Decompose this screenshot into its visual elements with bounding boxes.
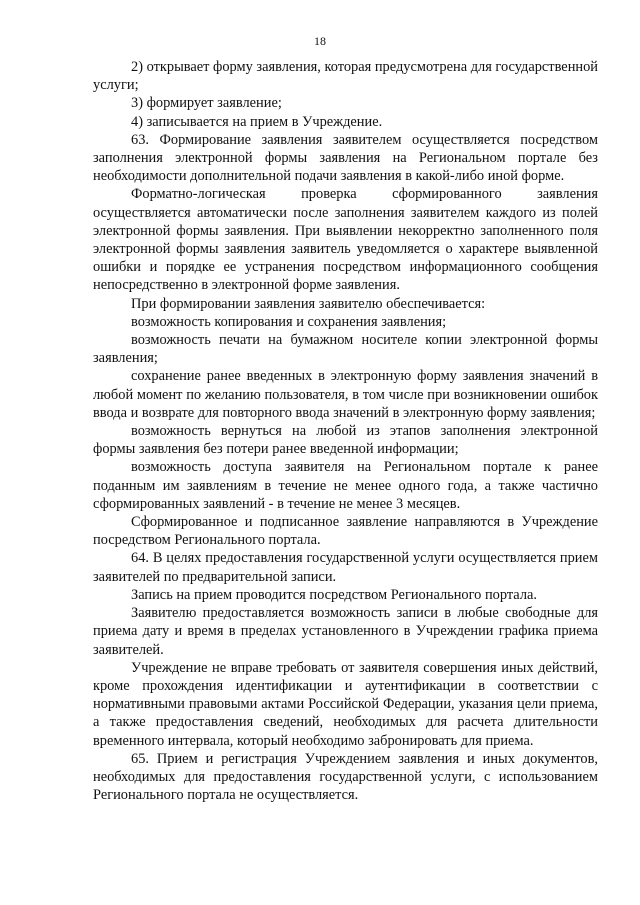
paragraph-print: возможность печати на бумажном носителе копии электронной формы заявления; — [93, 332, 598, 367]
paragraph-access-history: возможность доступа заявителя на Региональном портале к ранее поданным им заявлениям в течение не менее одного года, а также частично сформированных заявлений - в течение не менее 3 месяцев. — [93, 459, 598, 512]
page-number: 18 — [314, 34, 326, 48]
paragraph-item-3: 3) формирует заявление; — [131, 95, 282, 112]
paragraph-65: 65. Прием и регистрация Учреждением заявления и иных документов, необходимых для предоставления государственной услуги, с использованием Регионального портала не осуществляется. — [93, 750, 598, 804]
paragraph-provision-intro: При формировании заявления заявителю обеспечивается: — [131, 295, 486, 312]
paragraph-63: 63. Формирование заявления заявителем осуществляется посредством заполнения электронной формы заявления на Региональном портале без необходимости дополнительной подачи заявления в какой-либо иной форме. — [93, 131, 598, 185]
paragraph-format-check: Форматно-логическая проверка сформированного заявления осуществляется автоматически после заполнения заявителем каждого из полей электронной формы заявления. При выявлении некорректно заполненного поля электронной формы заявления заявитель уведомляется о характере выявленной ошибки и порядке ее устранения посредством информационного сообщения непосредственно в электронной форме заявления. — [93, 186, 598, 294]
document-body — [93, 58, 598, 804]
paragraph-free-slots: Заявителю предоставляется возможность записи в любые свободные для приема дату и время в пределах установленного в Учреждении графика приема заявителей. — [93, 605, 598, 658]
paragraph-save-values: сохранение ранее введенных в электронную форму заявления значений в любой момент по желанию пользователя, в том числе при возникновении ошибок ввода и возврате для повторного ввода значений в электронную форму заявления; — [93, 368, 598, 421]
paragraph-appointment: Запись на прием проводится посредством Регионального портала. — [131, 586, 537, 603]
paragraph-64: 64. В целях предоставления государственной услуги осуществляется прием заявителей по предварительной записи. — [93, 550, 598, 585]
paragraph-item-2: 2) открывает форму заявления, которая предусмотрена для государственной услуги; — [93, 59, 598, 94]
paragraph-restrictions: Учреждение не вправе требовать от заявителя совершения иных действий, кроме прохождения идентификации и аутентификации в соответствии с нормативными правовыми актами Российской Федерации, указания цели приема, а также предоставления сведений, необходимых для расчета длительности временного интервала, который необходимо забронировать для приема. — [93, 659, 598, 749]
paragraph-return-stage: возможность вернуться на любой из этапов заполнения электронной формы заявления без потери ранее введенной информации; — [93, 423, 598, 458]
paragraph-submission: Сформированное и подписанное заявление направляются в Учреждение посредством Регионального портала. — [93, 514, 598, 549]
paragraph-item-4: 4) записывается на прием в Учреждение. — [131, 113, 383, 130]
paragraph-copy-save: возможность копирования и сохранения заявления; — [131, 313, 447, 330]
